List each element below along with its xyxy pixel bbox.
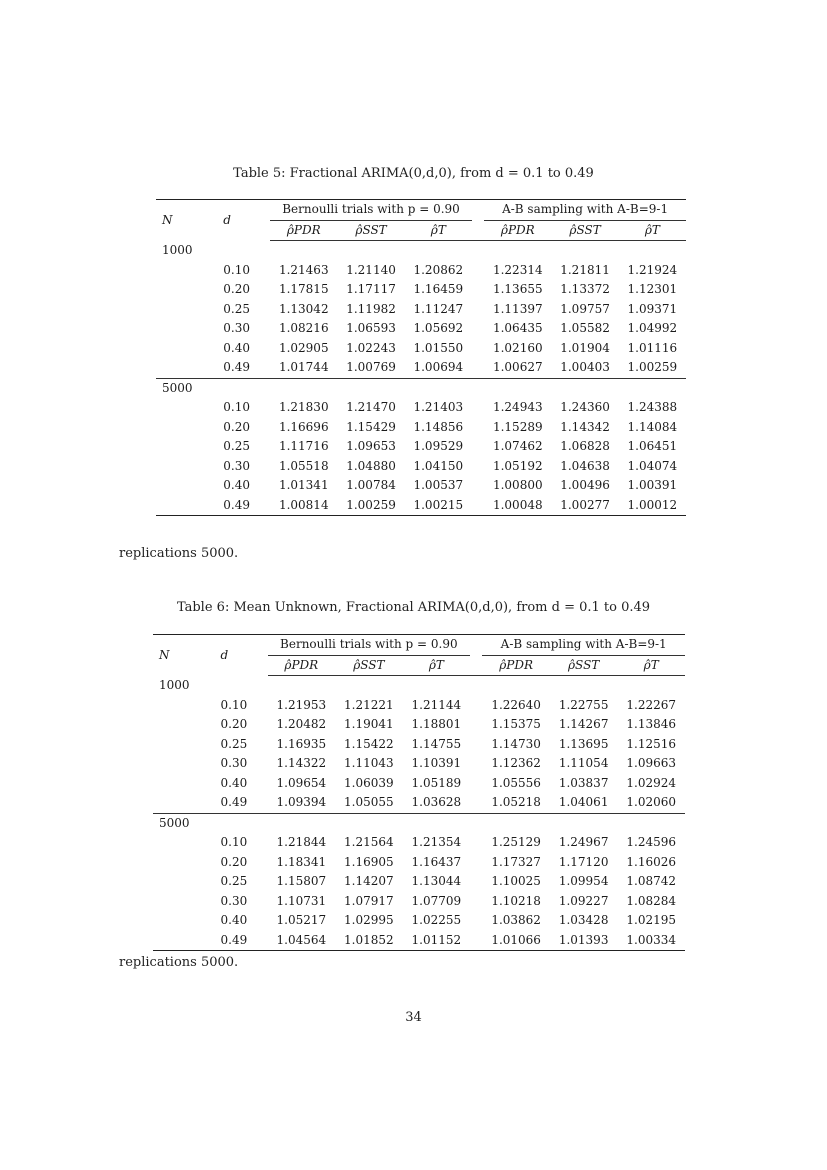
cell-value: 1.13042 (278, 301, 329, 316)
subheader-rho-t: ρ̂T (617, 655, 685, 676)
cell-value: 1.12516 (626, 736, 677, 751)
cell-value: 1.05192 (492, 458, 543, 473)
cell-value: 1.14084 (627, 419, 678, 434)
cell-d: 0.30 (223, 458, 250, 473)
table-row (156, 300, 686, 320)
table-row (153, 754, 685, 774)
table-row (153, 872, 685, 892)
cell-d: 0.10 (223, 262, 250, 277)
cell-value: 1.02060 (626, 795, 677, 809)
table5 (156, 199, 686, 516)
table6-note: replications 5000. (119, 955, 239, 970)
cell-value: 1.01904 (560, 340, 610, 355)
table-group-row (153, 813, 685, 833)
cell-value: 1.17120 (558, 854, 609, 869)
cell-value: 1.02255 (411, 913, 462, 927)
cell-value: 1.07709 (411, 893, 462, 908)
table-row (156, 358, 686, 378)
header-group-bernoulli: Bernoulli trials with p = 0.90 (270, 200, 472, 221)
cell-value: 1.24596 (626, 835, 677, 849)
cell-value: 1.00694 (413, 360, 464, 374)
cell-value: 1.01066 (482, 931, 550, 951)
subheader-rho-sst: ρ̂SST (337, 220, 404, 241)
cell-d: 0.10 (223, 400, 250, 414)
table-row (156, 496, 686, 516)
cell-value: 1.00259 (337, 496, 404, 516)
cell-value: 1.25129 (491, 835, 541, 849)
cell-value: 1.00627 (492, 360, 543, 374)
cell-value: 1.09371 (627, 301, 678, 316)
cell-value: 1.20482 (276, 717, 327, 731)
group-n-label: 1000 (159, 678, 190, 692)
cell-value: 1.00277 (551, 496, 618, 516)
cell-value: 1.07917 (344, 893, 394, 908)
cell-value: 1.00496 (560, 478, 610, 492)
cell-value: 1.21463 (278, 262, 329, 277)
cell-value: 1.02995 (344, 913, 394, 927)
table-row (156, 261, 686, 281)
table6-caption: Table 6: Mean Unknown, Fractional ARIMA(0,d,0), from d = 0.1 to 0.49 (176, 600, 651, 615)
cell-d: 0.20 (223, 419, 250, 434)
cell-value: 1.06593 (346, 321, 396, 335)
cell-value: 1.00048 (484, 496, 551, 516)
cell-value: 1.00215 (405, 496, 472, 516)
cell-d: 0.49 (223, 496, 270, 516)
cell-value: 1.03862 (491, 913, 541, 927)
cell-value: 1.21221 (344, 697, 394, 712)
cell-value: 1.22267 (626, 697, 677, 712)
cell-value: 1.02243 (346, 340, 396, 355)
cell-value: 1.00391 (627, 478, 678, 492)
cell-d: 0.25 (220, 874, 248, 888)
cell-value: 1.02924 (626, 775, 677, 790)
group-n-label: 5000 (153, 813, 685, 833)
cell-value: 1.14207 (344, 874, 394, 888)
cell-d: 0.40 (220, 913, 248, 927)
cell-value: 1.06039 (344, 775, 394, 790)
table-row (153, 793, 685, 813)
cell-value: 1.21564 (344, 835, 394, 849)
cell-value: 1.10218 (491, 893, 541, 908)
cell-value: 1.01852 (335, 931, 403, 951)
cell-value: 1.13846 (626, 717, 677, 731)
cell-value: 1.03837 (558, 775, 609, 790)
table5-caption: Table 5: Fractional ARIMA(0,d,0), from d = 0.1 to 0.49 (233, 166, 594, 181)
subheader-rho-t: ρ̂T (403, 655, 471, 676)
cell-value: 1.21470 (346, 400, 396, 414)
cell-d: 0.49 (221, 931, 268, 951)
cell-value: 1.21403 (413, 400, 464, 414)
cell-value: 1.24943 (492, 400, 543, 414)
cell-value: 1.11716 (278, 439, 329, 453)
cell-value: 1.00259 (627, 360, 678, 374)
cell-value: 1.10731 (276, 893, 327, 908)
table-row (153, 911, 685, 931)
cell-value: 1.14322 (276, 756, 327, 770)
cell-value: 1.00403 (560, 360, 610, 374)
cell-value: 1.14755 (411, 736, 462, 751)
cell-value: 1.16935 (276, 736, 327, 751)
cell-d: 0.40 (223, 340, 250, 355)
cell-value: 1.04150 (413, 458, 464, 473)
cell-value: 1.14856 (413, 419, 464, 434)
cell-value: 1.24388 (627, 400, 678, 414)
table-row (153, 715, 685, 735)
cell-value: 1.21830 (278, 400, 329, 414)
table-row (153, 853, 685, 873)
cell-value: 1.12301 (627, 282, 678, 296)
cell-d: 0.40 (223, 478, 250, 492)
cell-value: 1.13044 (411, 874, 462, 888)
table-row (156, 437, 686, 457)
cell-value: 1.08742 (626, 874, 677, 888)
table-row (153, 833, 685, 853)
subheader-rho-pdr: ρ̂PDR (268, 655, 336, 676)
subheader-rho-sst: ρ̂SST (550, 655, 618, 676)
cell-value: 1.01393 (550, 931, 618, 951)
cell-d: 0.49 (220, 795, 248, 809)
header-group-ab: A-B sampling with A-B=9-1 (484, 200, 686, 221)
cell-value: 1.15422 (344, 736, 394, 751)
table-row (153, 735, 685, 755)
cell-value: 1.09653 (346, 439, 396, 453)
table6 (153, 634, 685, 951)
cell-value: 1.00800 (492, 478, 543, 492)
header-d: d (221, 635, 268, 676)
cell-d: 0.20 (223, 282, 250, 296)
cell-value: 1.18341 (276, 854, 327, 869)
cell-value: 1.00784 (346, 478, 396, 492)
cell-value: 1.06828 (560, 439, 610, 453)
cell-value: 1.09529 (413, 439, 464, 453)
cell-value: 1.17815 (278, 282, 329, 296)
subheader-rho-sst: ρ̂SST (335, 655, 403, 676)
cell-value: 1.05582 (560, 321, 610, 335)
cell-value: 1.11982 (346, 301, 396, 316)
group-n-label: 1000 (162, 243, 193, 257)
cell-d: 0.30 (220, 756, 248, 770)
cell-value: 1.21354 (411, 835, 462, 849)
cell-value: 1.09654 (276, 775, 327, 790)
cell-value: 1.01116 (627, 340, 678, 355)
table-row (156, 457, 686, 477)
subheader-rho-pdr: ρ̂PDR (484, 220, 551, 241)
table-row (153, 892, 685, 912)
cell-value: 1.01341 (278, 478, 329, 492)
cell-value: 1.22314 (492, 262, 543, 277)
cell-value: 1.00537 (413, 478, 464, 492)
cell-value: 1.17327 (491, 854, 541, 869)
cell-value: 1.00334 (617, 931, 685, 951)
page-number: 34 (405, 1010, 422, 1025)
cell-value: 1.04992 (627, 321, 678, 335)
table-row (156, 339, 686, 359)
subheader-rho-t: ρ̂T (405, 220, 472, 241)
cell-value: 1.16905 (344, 854, 394, 869)
table-row (153, 931, 685, 951)
header-group-bernoulli: Bernoulli trials with p = 0.90 (268, 635, 471, 656)
table-group-row (156, 378, 686, 398)
cell-d: 0.20 (220, 854, 248, 869)
cell-value: 1.01744 (278, 360, 329, 374)
cell-value: 1.15289 (492, 419, 543, 434)
cell-value: 1.14730 (491, 736, 541, 751)
cell-d: 0.30 (220, 893, 248, 908)
cell-value: 1.20862 (413, 262, 464, 277)
table-group-row (156, 241, 686, 261)
subheader-rho-sst: ρ̂SST (551, 220, 618, 241)
cell-value: 1.11247 (413, 301, 464, 316)
cell-value: 1.05518 (278, 458, 329, 473)
table-row (156, 418, 686, 438)
cell-value: 1.09663 (626, 756, 677, 770)
cell-value: 1.08216 (278, 321, 329, 335)
cell-value: 1.24360 (560, 400, 610, 414)
cell-d: 0.40 (220, 775, 248, 790)
cell-value: 1.05055 (344, 795, 394, 809)
subheader-rho-pdr: ρ̂PDR (270, 220, 337, 241)
cell-value: 1.21140 (346, 262, 396, 277)
cell-value: 1.18801 (411, 717, 462, 731)
cell-value: 1.02905 (278, 340, 329, 355)
cell-value: 1.04638 (560, 458, 610, 473)
cell-value: 1.00012 (619, 496, 686, 516)
cell-value: 1.10391 (411, 756, 462, 770)
table-group-row (153, 676, 685, 696)
table-row (153, 774, 685, 794)
cell-value: 1.16459 (413, 282, 464, 296)
table5-note: replications 5000. (119, 546, 239, 561)
cell-value: 1.09954 (558, 874, 609, 888)
cell-value: 1.21924 (627, 262, 678, 277)
cell-value: 1.03628 (411, 795, 462, 809)
cell-value: 1.04061 (558, 795, 609, 809)
header-n: N (153, 635, 221, 676)
cell-value: 1.11043 (344, 756, 394, 770)
cell-value: 1.21811 (560, 262, 610, 277)
table-row (156, 398, 686, 418)
cell-value: 1.05556 (491, 775, 541, 790)
cell-value: 1.00814 (270, 496, 337, 516)
cell-d: 0.30 (223, 321, 250, 335)
cell-value: 1.19041 (344, 717, 394, 731)
cell-value: 1.00769 (346, 360, 396, 374)
cell-value: 1.01152 (403, 931, 471, 951)
cell-value: 1.24967 (558, 835, 609, 849)
cell-value: 1.10025 (491, 874, 541, 888)
cell-value: 1.17117 (346, 282, 396, 296)
cell-value: 1.07462 (492, 439, 543, 453)
cell-d: 0.49 (223, 360, 250, 374)
cell-value: 1.05218 (491, 795, 541, 809)
cell-value: 1.05189 (411, 775, 462, 790)
table-row (156, 476, 686, 496)
cell-d: 0.25 (223, 301, 250, 316)
cell-d: 0.10 (220, 697, 248, 712)
cell-value: 1.13695 (558, 736, 609, 751)
cell-d: 0.10 (220, 835, 248, 849)
table-row (156, 280, 686, 300)
cell-value: 1.06435 (492, 321, 543, 335)
cell-value: 1.09227 (558, 893, 609, 908)
cell-value: 1.15375 (491, 717, 541, 731)
cell-value: 1.02160 (492, 340, 543, 355)
cell-value: 1.04564 (268, 931, 336, 951)
cell-value: 1.11397 (492, 301, 543, 316)
cell-value: 1.21844 (276, 835, 327, 849)
cell-value: 1.04074 (627, 458, 678, 473)
cell-value: 1.12362 (491, 756, 541, 770)
cell-value: 1.03428 (558, 913, 609, 927)
cell-value: 1.01550 (413, 340, 464, 355)
cell-value: 1.08284 (626, 893, 677, 908)
cell-value: 1.13372 (560, 282, 610, 296)
cell-value: 1.13655 (492, 282, 543, 296)
cell-value: 1.06451 (627, 439, 678, 453)
cell-value: 1.05692 (413, 321, 464, 335)
cell-value: 1.16026 (626, 854, 677, 869)
cell-value: 1.14267 (558, 717, 609, 731)
header-n: N (156, 200, 223, 241)
subheader-rho-t: ρ̂T (619, 220, 686, 241)
cell-value: 1.22640 (491, 697, 541, 712)
cell-value: 1.04880 (346, 458, 396, 473)
cell-value: 1.16437 (411, 854, 462, 869)
cell-value: 1.05217 (276, 913, 327, 927)
cell-value: 1.15807 (276, 874, 327, 888)
cell-value: 1.21144 (411, 697, 462, 712)
cell-value: 1.22755 (558, 697, 609, 712)
cell-value: 1.02195 (626, 913, 677, 927)
subheader-rho-pdr: ρ̂PDR (482, 655, 550, 676)
table-row (156, 319, 686, 339)
header-d: d (223, 200, 270, 241)
cell-d: 0.25 (220, 736, 248, 751)
cell-value: 1.09394 (276, 795, 327, 809)
cell-value: 1.14342 (560, 419, 610, 434)
cell-value: 1.11054 (558, 756, 609, 770)
table-row (153, 696, 685, 716)
cell-value: 1.09757 (560, 301, 610, 316)
header-group-ab: A-B sampling with A-B=9-1 (482, 635, 685, 656)
group-n-label: 5000 (156, 378, 686, 398)
cell-value: 1.16696 (278, 419, 329, 434)
cell-value: 1.15429 (346, 419, 396, 434)
cell-value: 1.21953 (276, 697, 327, 712)
cell-d: 0.20 (220, 717, 248, 731)
cell-d: 0.25 (223, 439, 250, 453)
